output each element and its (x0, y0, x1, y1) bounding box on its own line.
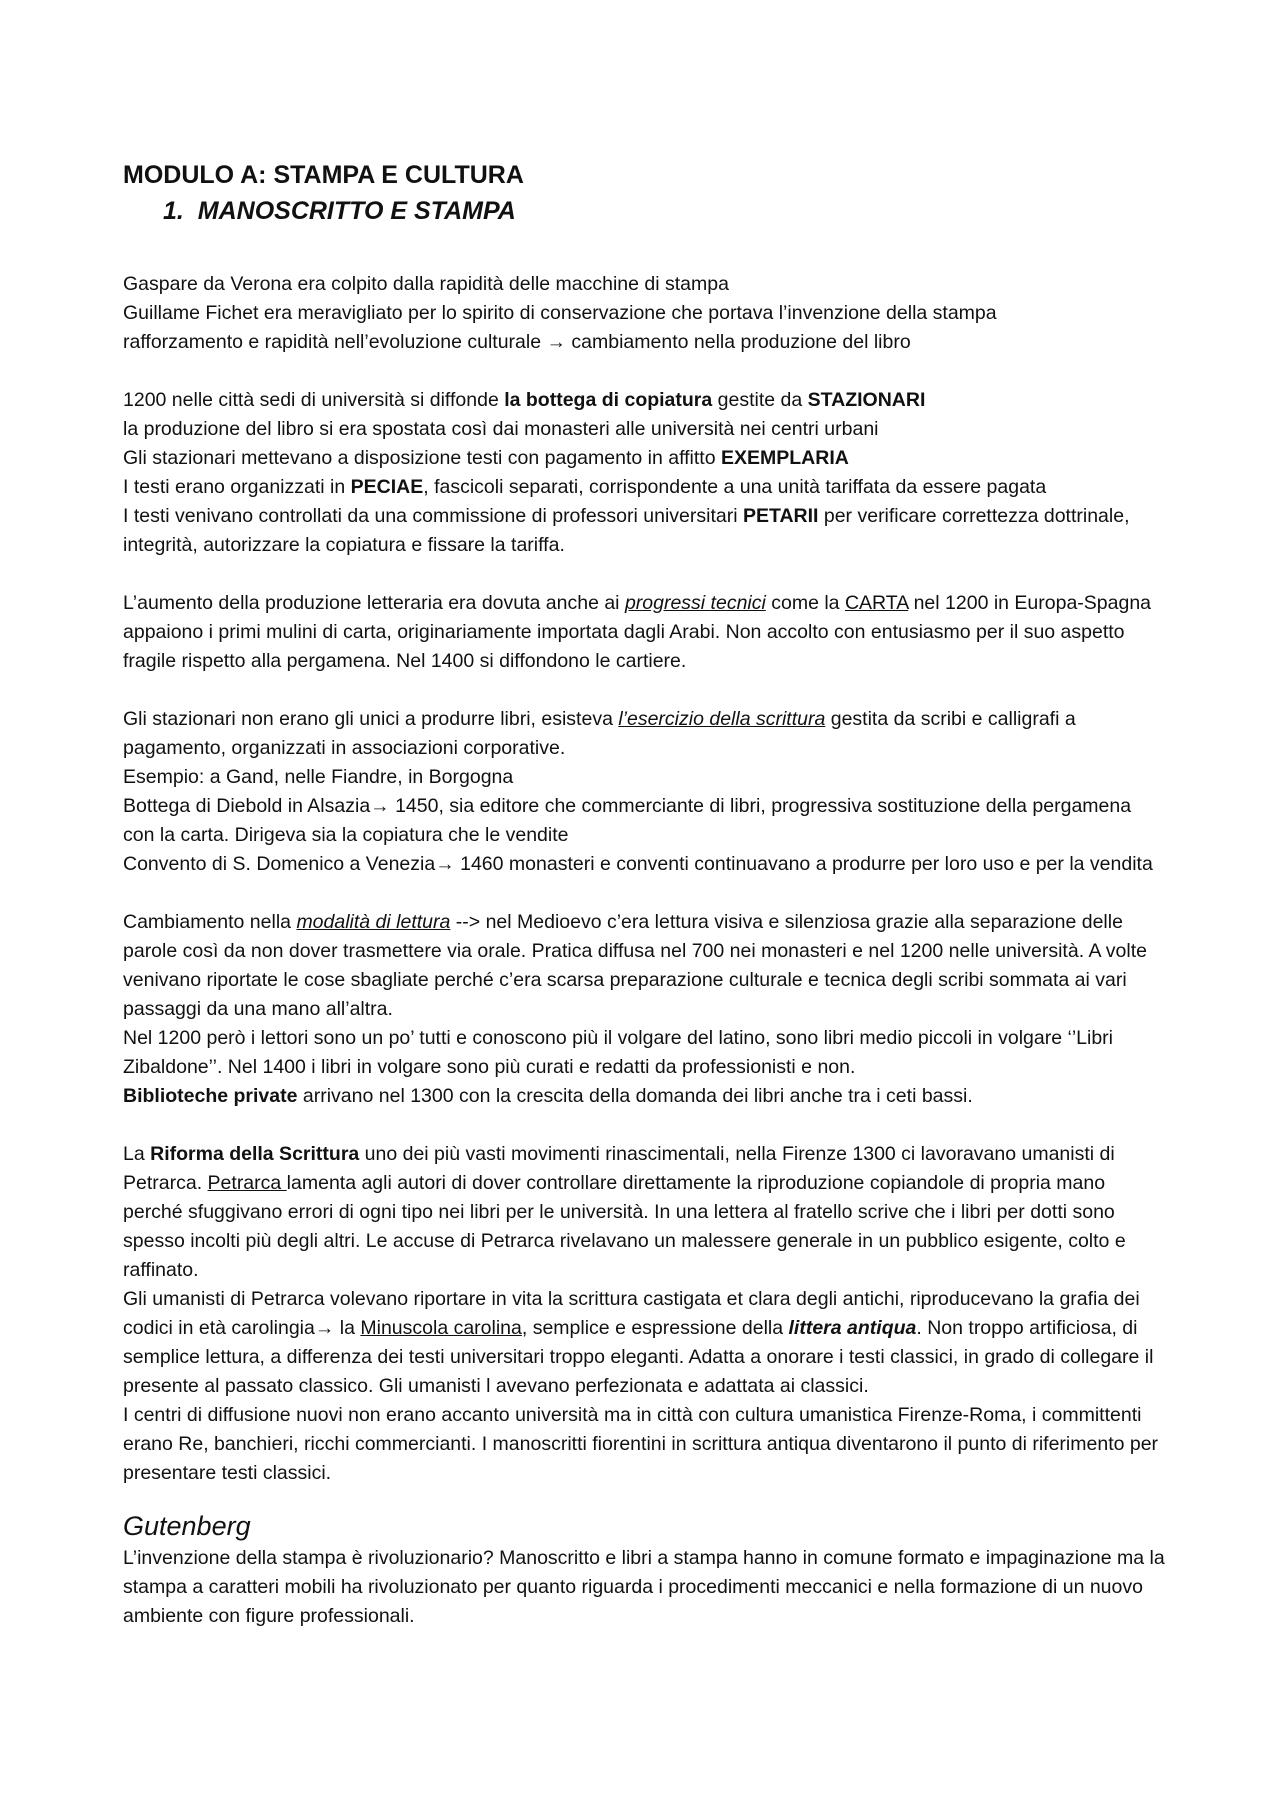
text-line: Bottega di Diebold in Alsazia→ 1450, sia editore che commerciante di libri, progressiva sostituzione della pergamena con la carta. Dirigeva sia la copiatura che le vendite (123, 795, 1132, 846)
section-title (163, 194, 1165, 228)
module-title: MODULO A: STAMPA E CULTURA (123, 161, 524, 189)
paragraph-lettura (123, 908, 1165, 1111)
spacer (123, 560, 1165, 589)
paragraph-intro (123, 270, 1165, 357)
paragraph-gutenberg (123, 1544, 1165, 1631)
text-line: I centri di diffusione nuovi non erano accanto università ma in città con cultura umanistica Firenze-Roma, i committenti erano Re, banchieri, ricchi commercianti. I manoscritti fiorentini in scrittura antiqua diventarono il punto di riferimento per presentare testi classici. (123, 1404, 1159, 1484)
paragraph-stazionari (123, 386, 1165, 560)
text-line: Convento di S. Domenico a Venezia→ 1460 monasteri e conventi continuavano a produrre per loro uso e per la vendita (123, 853, 1153, 875)
text-line: L’aumento della produzione letteraria era dovuta anche ai progressi tecnici come la CARTA nel 1200 in Europa-Spagna appaiono i primi mulini di carta, originariamente importata dagli Arabi. Non accolto con entusiasmo per il suo aspetto fragile rispetto alla pergamena. Nel 1400 si diffondono le cartiere. (123, 592, 1152, 672)
arrow-icon: → (314, 1317, 335, 1339)
text-line: Gli stazionari non erano gli unici a produrre libri, esisteva l’esercizio della scrittura gestita da scribi e calligrafi a pagamento, organizzati in associazioni corporative. (123, 708, 1076, 759)
section-label: MANOSCRITTO E STAMPA (197, 197, 516, 225)
text-line: I testi erano organizzati in PECIAE, fascicoli separati, corrispondente a una unità tariffata da essere pagata (123, 476, 1047, 498)
text-line: Gli stazionari mettevano a disposizione testi con pagamento in affitto EXEMPLARIA (123, 447, 849, 469)
paragraph-scrittura (123, 705, 1165, 879)
section-number: 1. (163, 197, 184, 225)
spacer (123, 228, 1165, 270)
arrow-icon: → (435, 853, 455, 875)
text-line: I testi venivano controllati da una commissione di professori universitari PETARII per verificare correttezza dottrinale, integrità, autorizzare la copiatura e fissare la tariffa. (123, 505, 1130, 556)
text-line: Esempio: a Gand, nelle Fiandre, in Borgogna (123, 766, 514, 788)
spacer (123, 357, 1165, 386)
text-line: rafforzamento e rapidità nell’evoluzione culturale → cambiamento nella produzione del libro (123, 331, 911, 353)
spacer (123, 1111, 1165, 1140)
spacer (123, 879, 1165, 908)
text-line: L’invenzione della stampa è rivoluzionario? Manoscritto e libri a stampa hanno in comune formato e impaginazione ma la stampa a caratteri mobili ha rivoluzionato per quanto riguarda i procedimenti meccanici e nella formazione di un nuovo ambiente con figure professionali. (123, 1547, 1165, 1627)
arrow-icon: → (546, 331, 566, 353)
text-line: la produzione del libro si era spostata così dai monasteri alle università nei centri urbani (123, 418, 879, 440)
text-line: 1200 nelle città sedi di università si diffonde la bottega di copiatura gestite da STAZIONARI (123, 389, 926, 411)
text-line: Guillame Fichet era meravigliato per lo spirito di conservazione che portava l’invenzione della stampa (123, 302, 997, 324)
text-line: Gaspare da Verona era colpito dalla rapidità delle macchine di stampa (123, 273, 729, 295)
text-line: Nel 1200 però i lettori sono un po’ tutti e conoscono più il volgare del latino, sono libri medio piccoli in volgare ‘’Libri Zibaldone’’. Nel 1400 i libri in volgare sono più curati e redatti da professionisti e non. (123, 1027, 1114, 1078)
paragraph-riforma (123, 1140, 1165, 1488)
subsection-title: Gutenberg (123, 1511, 251, 1541)
text-line: La Riforma della Scrittura uno dei più vasti movimenti rinascimentali, nella Firenze 1300 ci lavoravano umanisti di Petrarca. Petrarca lamenta agli autori di dover controllare direttamente la riproduzione copiandole di propria mano perché sfuggivano errori di ogni tipo nei libri per le università. In una lettera al fratello scrive che i libri per dotti sono spesso incolti più degli altri. Le accuse di Petrarca rivelavano un malessere generale in un pubblico esigente, colto e raffinato. (123, 1143, 1126, 1281)
spacer (123, 676, 1165, 705)
paragraph-carta (123, 589, 1165, 676)
text-line: Gli umanisti di Petrarca volevano riportare in vita la scrittura castigata et clara degli antichi, riproducevano la grafia dei codici in età carolingia→ la Minuscola carolina, semplice e espressione della littera antiqua. Non troppo artificiosa, di semplice lettura, a differenza dei testi universitari troppo eleganti. Adatta a onorare i testi classici, in grado di collegare il presente al passato classico. Gli umanisti l avevano perfezionata e adattata ai classici. (123, 1288, 1154, 1397)
arrow-icon: → (370, 795, 390, 817)
text-line: Cambiamento nella modalità di lettura --> nel Medioevo c’era lettura visiva e silenziosa grazie alla separazione delle parole così da non dover trasmettere via orale. Pratica diffusa nel 700 nei monasteri e nel 1200 nelle università. A volte venivano riportate le cose sbagliate perché c’era scarsa preparazione culturale e tecnica degli scribi sommata ai vari passaggi da una mano all’altra. (123, 911, 1147, 1020)
text-line: Biblioteche private arrivano nel 1300 con la crescita della domanda dei libri anche tra i ceti bassi. (123, 1085, 973, 1107)
